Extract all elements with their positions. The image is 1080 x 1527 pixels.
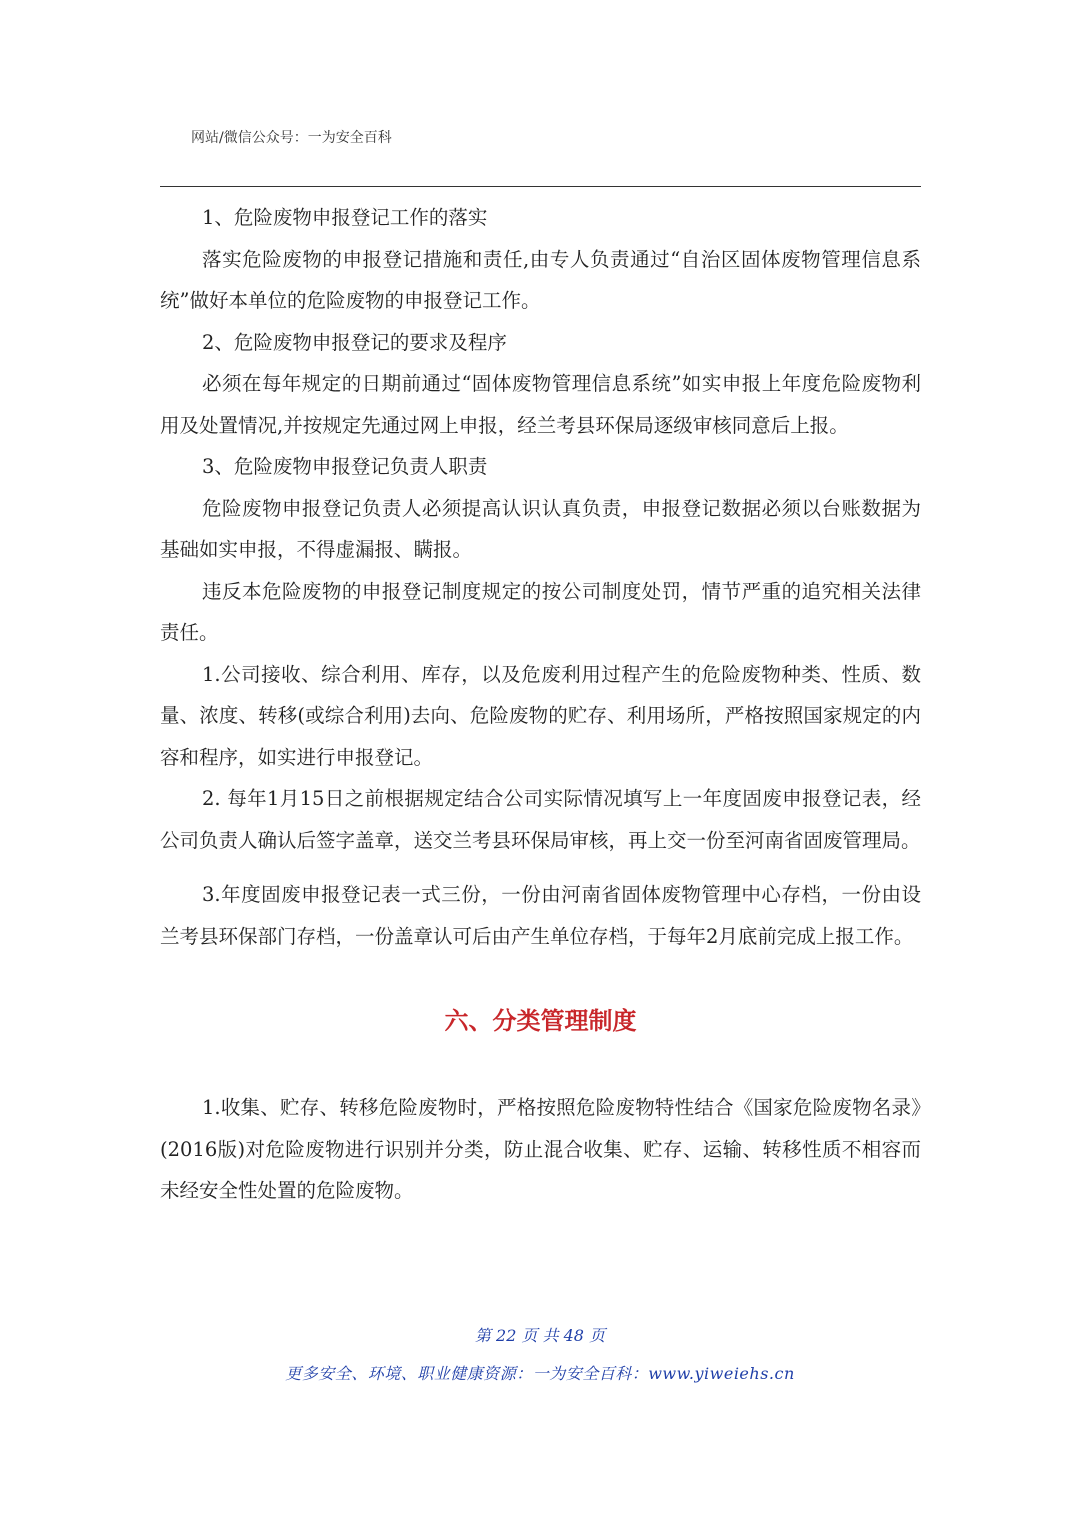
list-item: 1.公司接收、综合利用、库存，以及危废利用过程产生的危险废物种类、性质、数量、浓度、转移(或综合利用)去向、危险废物的贮存、利用场所，严格按照国家规定的内容和程序，如实进行申报登记。 [160,662,921,769]
paragraph: 必须在每年规定的日期前通过“固体废物管理信息系统”如实申报上年度危险废物利用及处置情况,并按规定先通过网上申报，经兰考县环保局逐级审核同意后上报。 [160,372,921,437]
paragraph: 危险废物申报登记负责人必须提高认识认真负责，申报登记数据必须以台账数据为基础如实申报，不得虚漏报、瞒报。 [160,496,921,561]
list-item: 3.年度固废申报登记表一式三份，一份由河南省固体废物管理中心存档，一份由设兰考县环保部门存档，一份盖章认可后由产生单位存档，于每年2月底前完成上报工作。 [160,883,921,948]
header-source: 网站/微信公众号：一为安全百科 [191,130,392,146]
header-divider [160,186,921,187]
paragraph: 违反本危险废物的申报登记制度规定的按公司制度处罚，情节严重的追究相关法律责任。 [160,579,921,644]
subheading-1: 1、危险废物申报登记工作的落实 [202,206,488,229]
subheading-3: 3、危险废物申报登记负责人职责 [202,455,488,478]
page-number: 第 22 页 共 48 页 [474,1326,606,1345]
list-item: 2. 每年1月15日之前根据规定结合公司实际情况填写上一年度固废申报登记表，经公司负责人确认后签字盖章，送交兰考县环保局审核，再上交一份至河南省固废管理局。 [160,787,921,852]
section-title: 六、分类管理制度 [444,1007,637,1035]
footer-text: 更多安全、环境、职业健康资源：一为安全百科：www.yiweiehs.cn [285,1364,795,1383]
list-item: 1.收集、贮存、转移危险废物时，严格按照危险废物特性结合《国家危险废物名录》(2016版)对危险废物进行识别并分类，防止混合收集、贮存、运输、转移性质不相容而未经安全性处置的危险废物。 [160,1096,921,1202]
paragraph: 落实危险废物的申报登记措施和责任,由专人负责通过“自治区固体废物管理信息系统”做好本单位的危险废物的申报登记工作。 [160,247,921,312]
document-body [160,197,921,1212]
subheading-2: 2、危险废物申报登记的要求及程序 [202,330,507,354]
